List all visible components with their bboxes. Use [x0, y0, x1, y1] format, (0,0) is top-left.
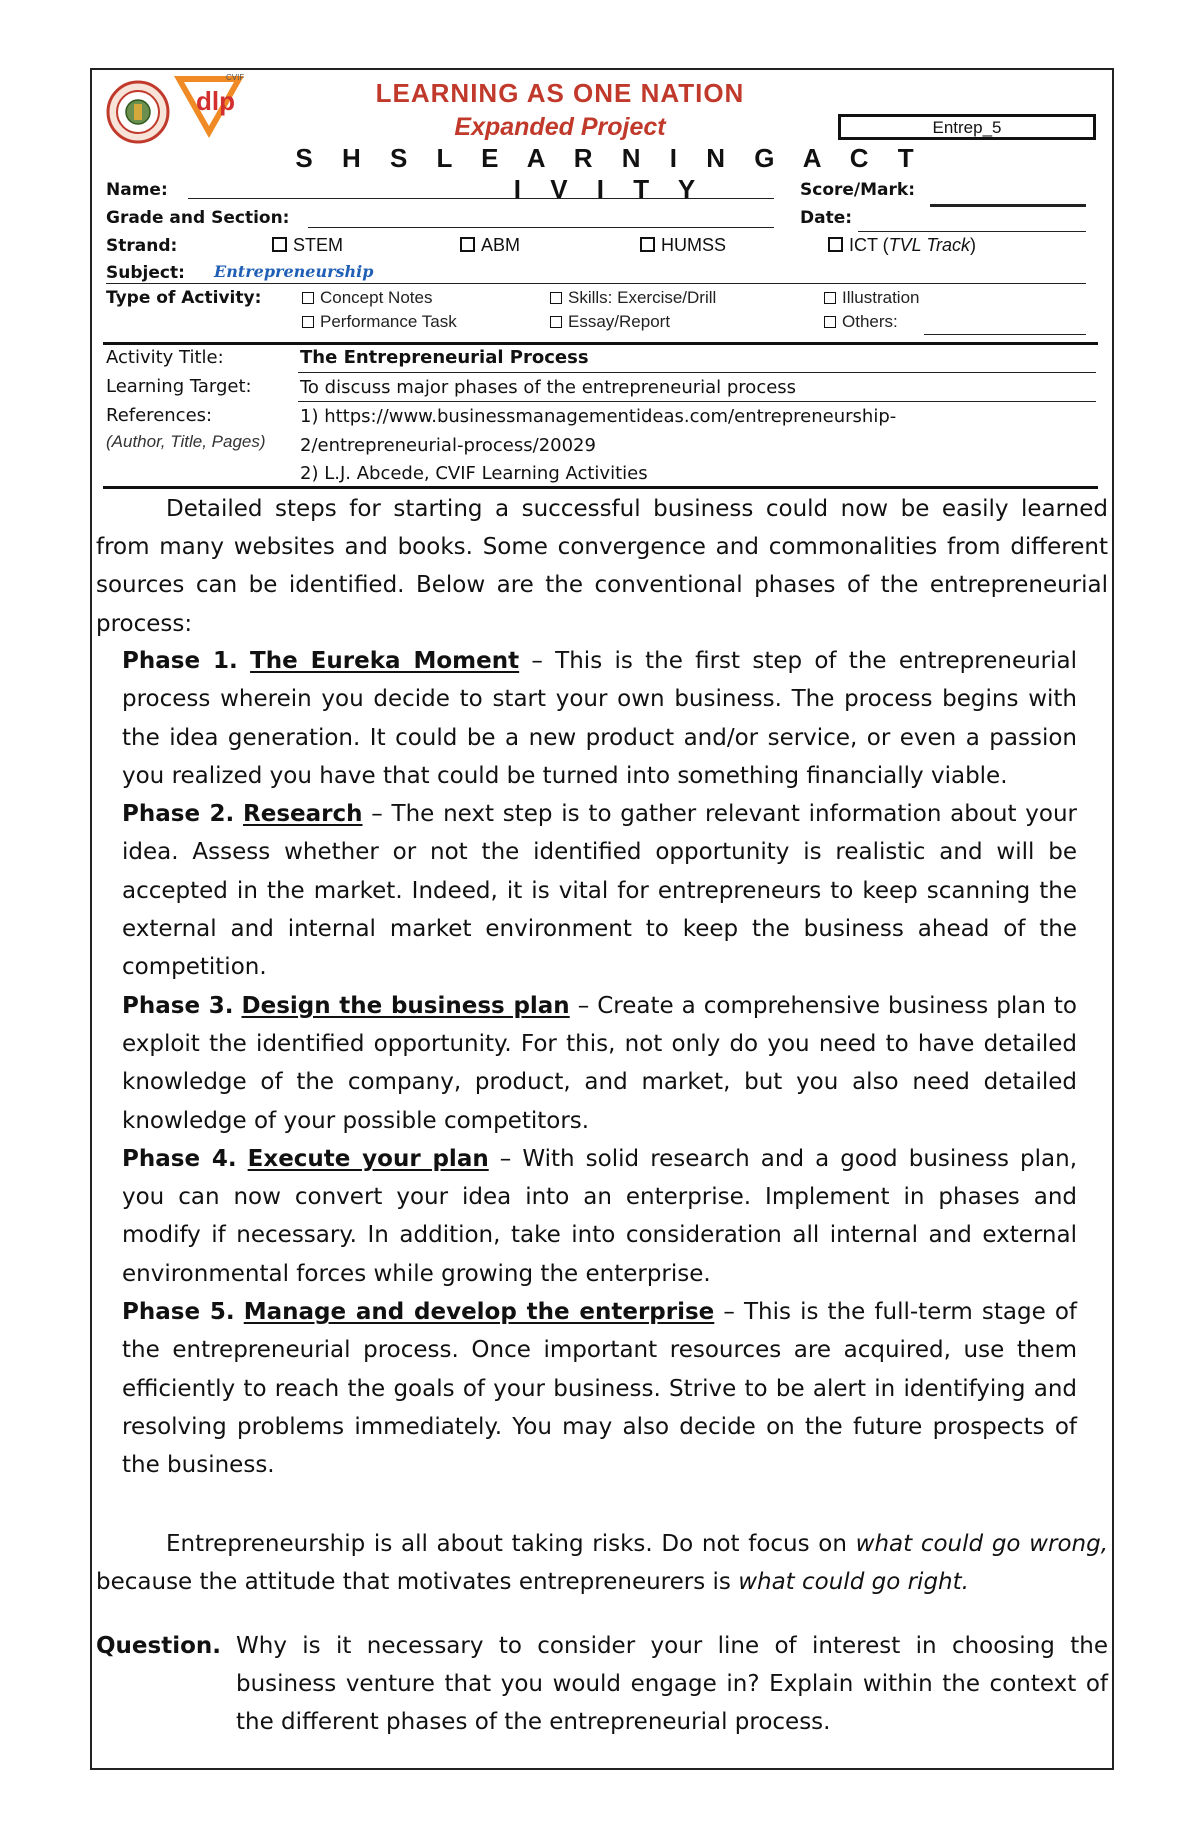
closing-paragraph: Entrepreneurship is all about taking risks. Do not focus on what could go wrong, because the attitude that motivates entrepreneurers is what could go right.	[96, 1531, 1109, 1596]
strand-label: Strand:	[106, 236, 178, 256]
score-label: Score/Mark:	[800, 180, 915, 200]
phase-item: Phase 4. Execute your plan – With solid research and a good business plan, you can now convert your idea into an enterprise. Implement in phases and modify if necessary. In addition, take into consideration all internal and external environmental forces while growing the enterprise.	[122, 1145, 1078, 1287]
phases-list	[122, 642, 1077, 1485]
grade-section-field[interactable]	[308, 227, 774, 228]
date-label: Date:	[800, 208, 853, 228]
phase-item: Phase 5. Manage and develop the enterprise – This is the full-term stage of the entrepreneurial process. Once important resources are acquired, use them efficiently to reach the goals of your business. Strive to be alert in identifying and resolving problems immediately. You may also decide on the future prospects of the business.	[122, 1299, 1077, 1479]
strand-option-abm[interactable]: ABM	[460, 235, 520, 256]
type-option-performance-task[interactable]: Performance Task	[302, 312, 457, 332]
phase-item: Phase 1. The Eureka Moment – This is the first step of the entrepreneurial process wherein you decide to start your own business. The process begins with the idea generation. It could be a new product and/or service, or even a passion you realized you have that could be turned into something financially viable.	[122, 648, 1077, 789]
subject-divider	[106, 283, 1086, 284]
date-field[interactable]	[858, 231, 1086, 232]
section-divider-top	[103, 342, 1098, 345]
phase-name: Research	[243, 801, 363, 828]
checkbox-icon	[824, 292, 836, 304]
score-field[interactable]	[930, 204, 1086, 207]
name-field[interactable]	[188, 198, 774, 199]
question-label: Question.	[96, 1633, 222, 1659]
type-option-skills-drill[interactable]: Skills: Exercise/Drill	[550, 288, 716, 308]
checkbox-icon	[302, 292, 314, 304]
project-title: Expanded Project	[454, 113, 666, 141]
school-seal-logo	[106, 80, 170, 144]
type-option-illustration[interactable]: Illustration	[824, 288, 919, 308]
checkbox-icon	[302, 316, 314, 328]
target-underline	[298, 401, 1096, 402]
subject-value: Entrepreneurship	[214, 262, 374, 281]
phase-item: Phase 3. Design the business plan – Create a comprehensive business plan to exploit the identified opportunity. For this, not only do you need to have detailed knowledge of the company, product, and market, but you also need detailed knowledge of your possible competitors.	[122, 992, 1077, 1134]
activity-title-label: Activity Title:	[106, 347, 224, 368]
strand-option-stem[interactable]: STEM	[272, 235, 343, 256]
phase-name: Manage and develop the enterprise	[243, 1299, 715, 1326]
name-label: Name:	[106, 180, 168, 200]
others-field[interactable]	[924, 334, 1086, 335]
checkbox-icon	[550, 316, 562, 328]
subject-label: Subject:	[106, 263, 185, 283]
phase-name: The Eureka Moment	[250, 648, 520, 674]
references-sublabel: (Author, Title, Pages)	[106, 432, 266, 451]
type-of-activity-label: Type of Activity:	[106, 288, 262, 308]
references-label: References:	[106, 405, 213, 426]
strand-option-humss[interactable]: HUMSS	[640, 235, 726, 256]
phase-item: Phase 2. Research – The next step is to gather relevant information about your idea. Assess whether or not the identified opportunity is realistic and will be accepted in the market. Indeed, it is vital for entrepreneurs to keep scanning the external and internal market environment to keep the business ahead of the competition.	[122, 801, 1077, 981]
reference-1-line-1: 1) https://www.businessmanagementideas.com/entrepreneurship-	[300, 406, 897, 427]
question-text: Why is it necessary to consider your line of interest in choosing the business venture that you would engage in? Explain within the context of the different phases of the entrepreneurial process.	[236, 1633, 1108, 1736]
reference-1-line-2: 2/entrepreneurial-process/20029	[300, 435, 596, 456]
checkbox-icon	[828, 237, 843, 252]
org-title: LEARNING AS ONE NATION	[375, 78, 745, 108]
grade-section-label: Grade and Section:	[106, 208, 290, 228]
type-option-concept-notes[interactable]: Concept Notes	[302, 288, 432, 308]
phase-name: Execute your plan	[247, 1145, 489, 1172]
checkbox-icon	[460, 237, 475, 252]
title-underline	[298, 372, 1096, 373]
document-type-title: S H S L E A R N I N G A C T I V I T Y	[295, 143, 925, 204]
svg-text:CVIF: CVIF	[226, 73, 245, 82]
type-option-essay-report[interactable]: Essay/Report	[550, 312, 670, 332]
learning-target-value: To discuss major phases of the entrepreneurial process	[300, 377, 797, 398]
svg-text:dlp: dlp	[196, 86, 235, 116]
phase-name: Design the business plan	[241, 992, 570, 1019]
activity-code: Entrep_5	[838, 114, 1096, 140]
activity-title-value: The Entrepreneurial Process	[300, 347, 589, 368]
section-divider-bottom	[103, 486, 1098, 489]
cvif-dlp-logo	[170, 70, 248, 142]
intro-paragraph: Detailed steps for starting a successful business could now be easily learned from many websites and books. Some convergence and commonalities from different sources can be identified. Below are the conventional phases of the entrepreneurial process:	[96, 496, 1108, 637]
learning-target-label: Learning Target:	[106, 376, 252, 397]
checkbox-icon	[824, 316, 836, 328]
strand-option-ict[interactable]: ICT (TVL Track)	[828, 235, 976, 256]
checkbox-icon	[272, 237, 287, 252]
checkbox-icon	[640, 237, 655, 252]
reference-2: 2) L.J. Abcede, CVIF Learning Activities	[300, 463, 648, 484]
type-option-others[interactable]: Others:	[824, 312, 898, 332]
checkbox-icon	[550, 292, 562, 304]
